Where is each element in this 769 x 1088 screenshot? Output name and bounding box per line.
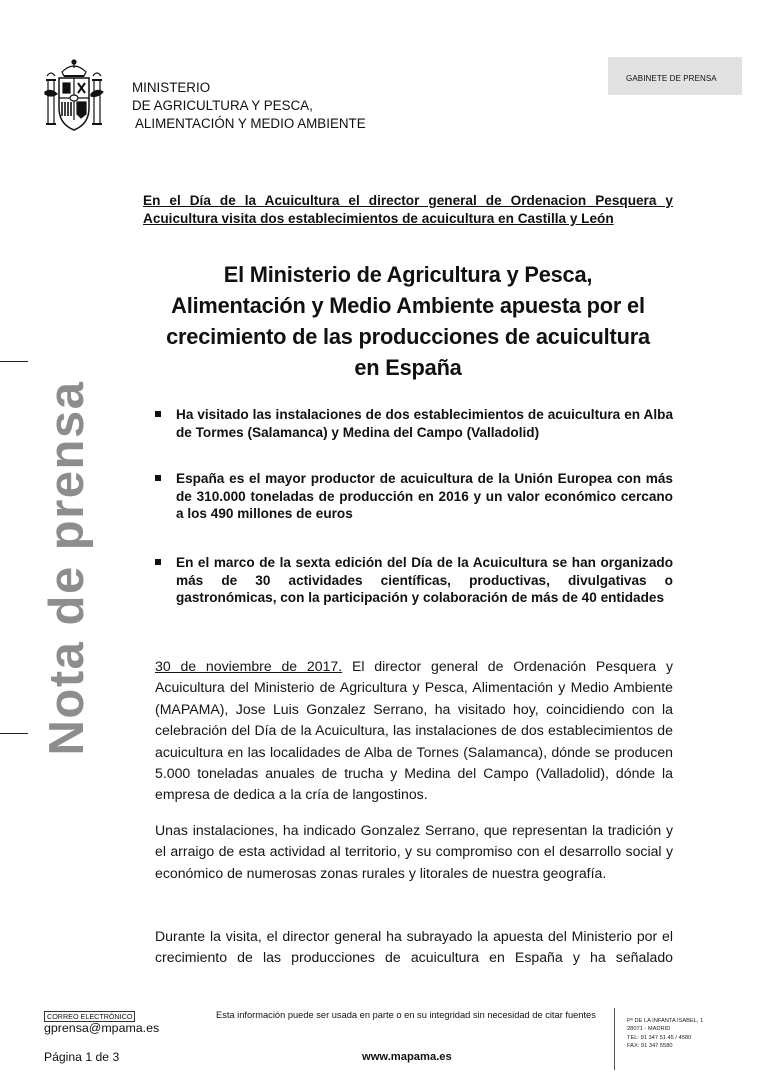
email-label: CORREO ELECTRÓNICO [44,1011,135,1022]
website-link[interactable]: www.mapama.es [362,1051,452,1063]
bullet-item [155,470,673,523]
bullet-item [155,406,673,441]
headline-line-1: El Ministerio de Agricultura y Pesca, [223,262,593,287]
bullet-item [155,554,673,607]
address-line: FAX: 91 347 5580 [627,1042,673,1049]
section-label: GABINETE DE PRENSA [608,57,742,95]
bullet-text: En el marco de la sexta edición del Día de la Acuicultura se han organizado más de 30 actividades científicas, productivas, divulgativas o gastronómicas, con la participación y colaboración de más de 40 entidades [176,555,673,605]
side-divider-top [0,361,28,362]
paragraph-text: Durante la visita, el director general ha subrayado la apuesta del Ministerio por el crecimiento de las producciones de acuicultura en España y ha señalado [155,928,673,966]
subtitle [143,192,673,228]
contact-email: gprensa@mpama.es [44,1021,160,1035]
spain-coat-of-arms-icon [44,58,104,136]
bullet-square-icon [155,559,161,565]
usage-disclaimer: Esta información puede ser usada en parte o en su integridad sin necesidad de citar fuentes [216,1010,596,1020]
bullet-text: España es el mayor productor de acuicultura de la Unión Europea con más de 310.000 toneladas de producción en 2016 y un valor económico cercano a los 490 millones de euros [176,471,673,521]
address-line: Pº DE LA INFANTA ISABEL, 1 [627,1018,704,1024]
ministry-line-2: DE AGRICULTURA Y PESCA, [132,97,313,113]
headline-line-3: crecimiento de las producciones de acuicultura [166,324,650,349]
body-paragraph-2: Unas instalaciones, ha indicado Gonzalez Serrano, que representan la tradición y el arraigo de esta actividad al territorio, y su compromiso con el desarrollo social y económico de numerosas zonas rurales y litorales de nuestra geografía. [155,822,673,881]
side-divider-bottom [0,733,28,734]
address-line: TEL: 91 347 51 45 / 4580 [627,1034,692,1041]
dateline: 30 de noviembre de 2017. [155,658,343,674]
subtitle-line-1: En el Día de la Acuicultura el director general de Ordenacion Pesquera y [143,193,673,208]
postal-address [627,1017,703,1050]
bullet-square-icon [155,411,161,417]
footer-divider [614,1008,615,1070]
press-release-banner: Nota de prensa [40,380,94,756]
ministry-line-1: MINISTERIO [132,80,211,95]
bullet-square-icon [155,475,161,481]
headline-line-4: en España [354,355,462,380]
bullet-text: Ha visitado las instalaciones de dos establecimientos de acuicultura en Alba de Tormes (Salamanca) y Medina del Campo (Valladolid) [176,407,673,440]
paragraph-text: El director general de Ordenación Pesquera y Acuicultura del Ministerio de Agricultura y Pesca, Alimentación y Medio Ambiente (MAPAMA), Jose Luis Gonzalez Serrano, ha visitado hoy, coincidiendo con la celebración del Día de la Acuicultura, las instalaciones de dos establecimientos de acuicultura en las localidades de Alba de Tornes (Salamanca), dónde se producen 5.000 toneladas anuales de trucha y Medina del Campo (Valladolid), dónde la empresa de dedica a la cría de langostinos. [155,658,673,803]
headline-line-2: Alimentación y Medio Ambiente apuesta por el [171,293,645,318]
headline [143,259,673,383]
body-paragraph-1 [155,656,673,806]
address-line: 28071 - MADRID [627,1026,671,1033]
ministry-line-3: ALIMENTACIÓN Y MEDIO AMBIENTE [135,115,366,131]
ministry-name [132,79,366,132]
subtitle-line-2: Acuicultura visita dos establecimientos de acuicultura en Castilla y León [143,211,614,226]
page-number: Página 1 de 3 [44,1050,120,1064]
body-paragraph-3 [155,926,673,969]
